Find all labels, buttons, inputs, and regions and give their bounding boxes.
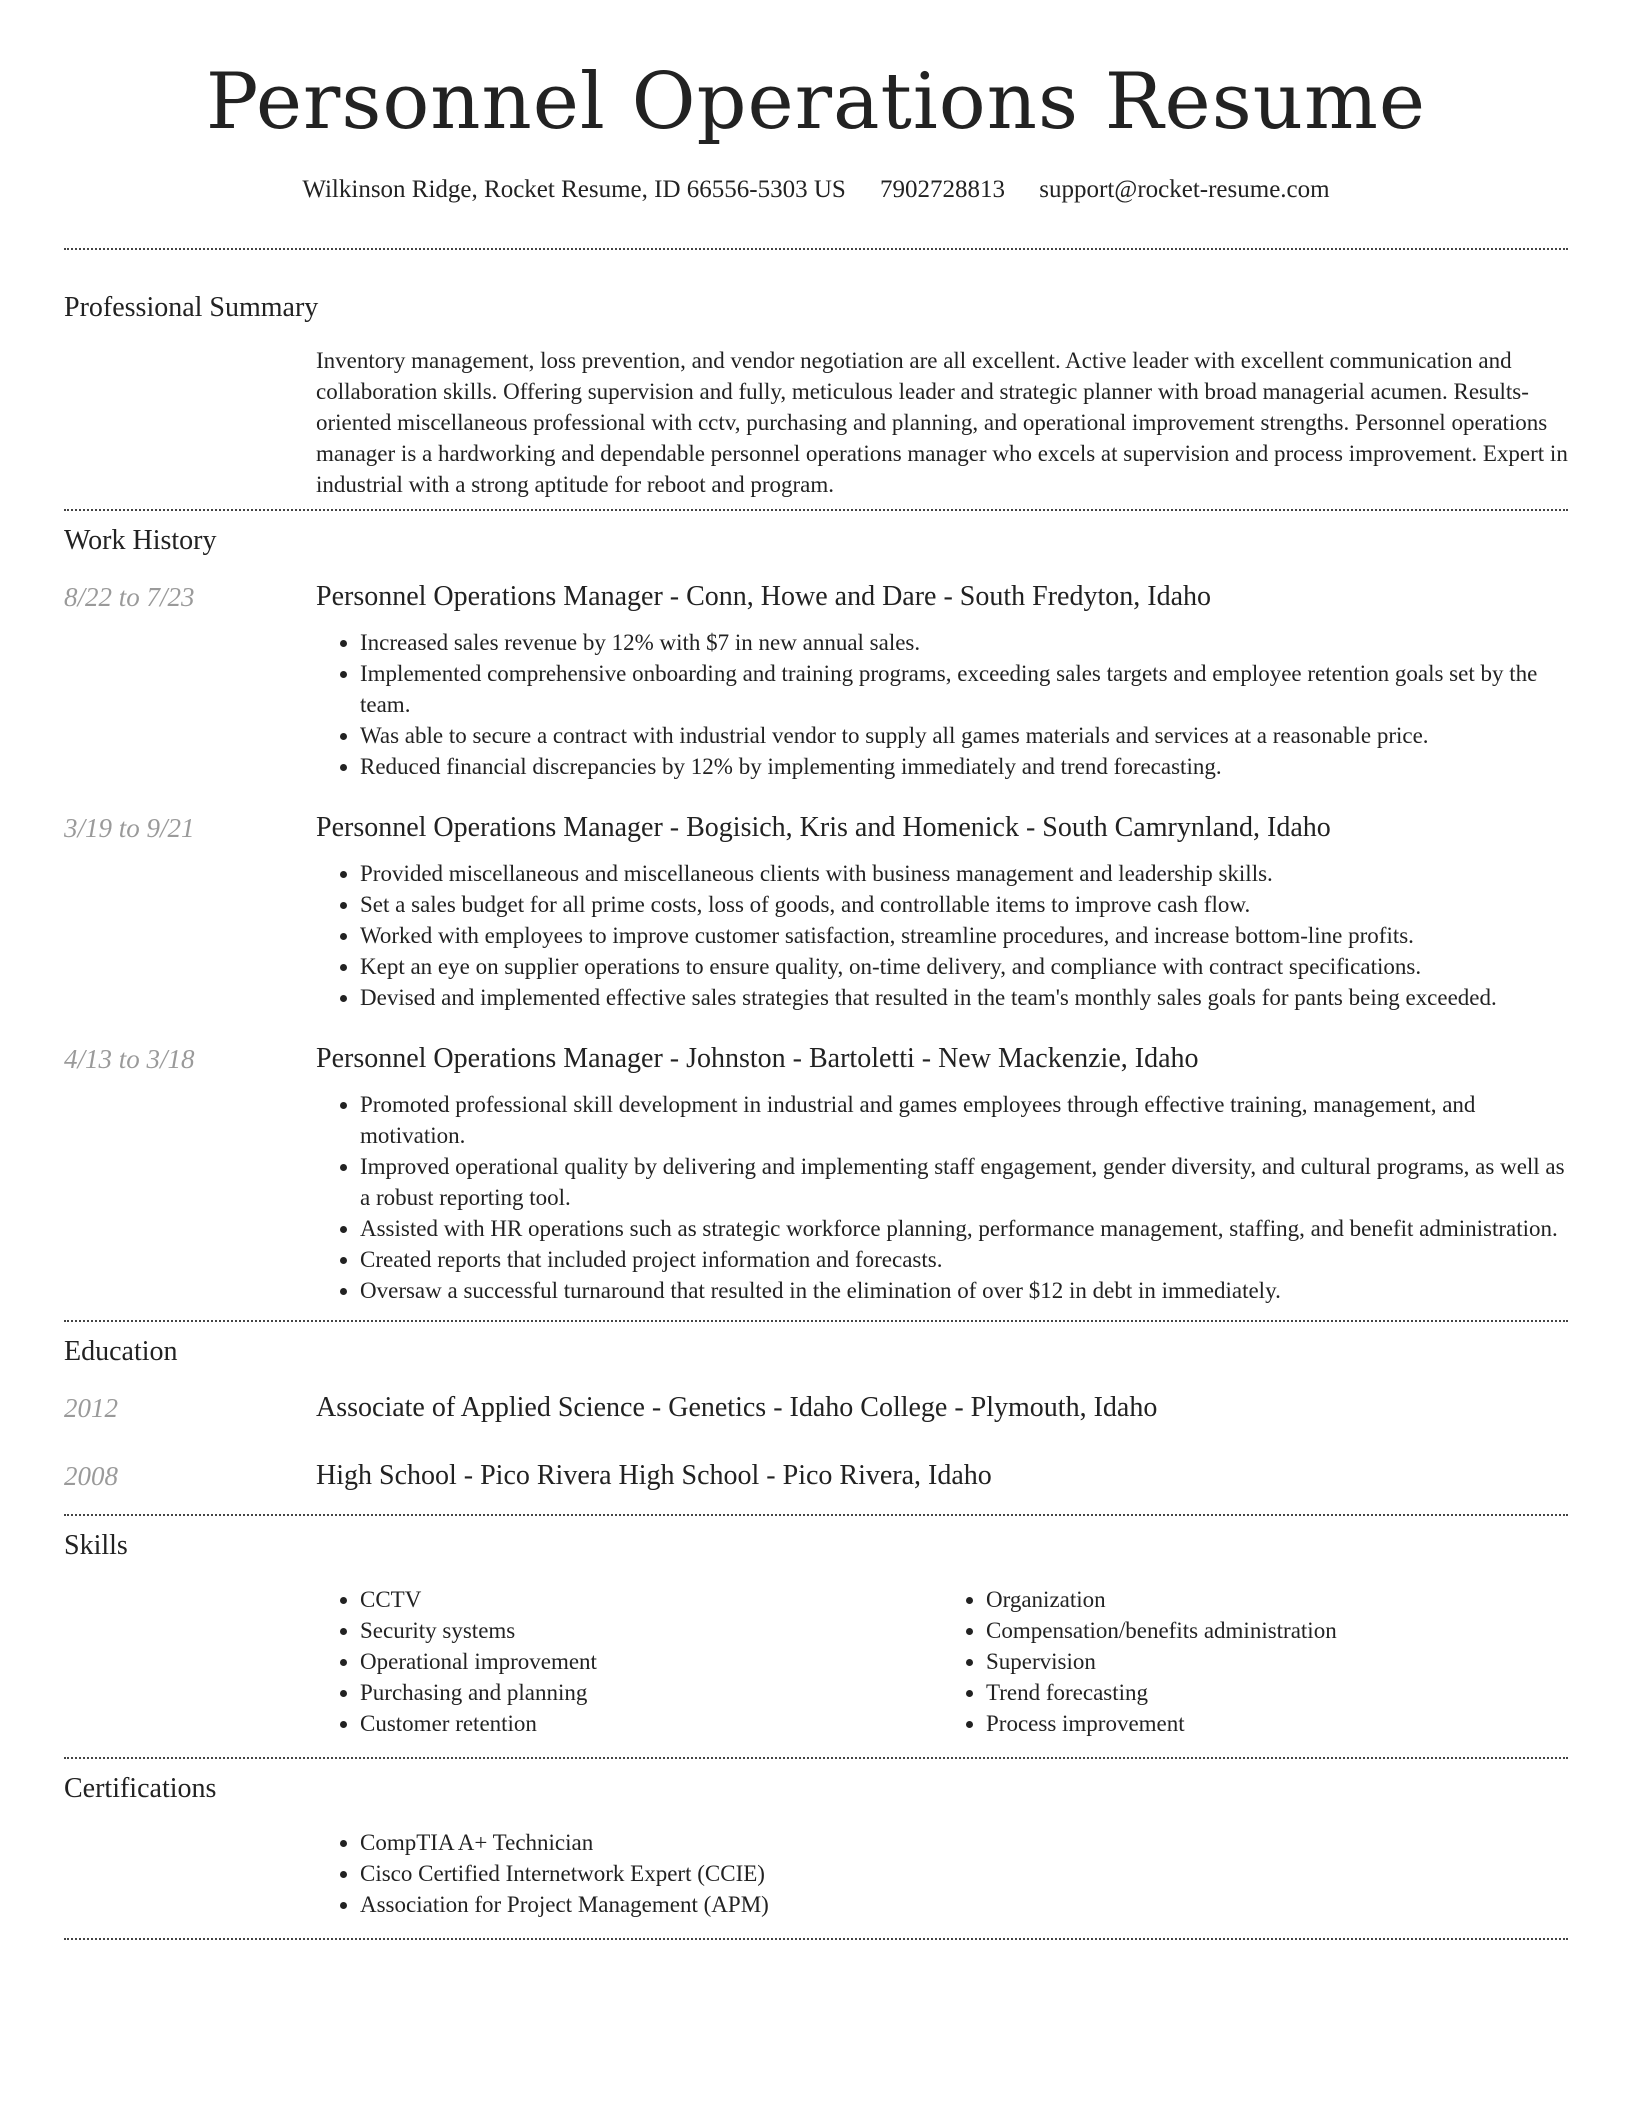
work-history-heading: Work History: [64, 525, 217, 556]
page-title: Personnel Operations Resume: [205, 57, 1427, 147]
list-item: • CCTV: [360, 1584, 942, 1615]
summary-heading: Professional Summary: [64, 292, 319, 323]
contact-email: support@rocket-resume.com: [1039, 176, 1330, 203]
education-text: Associate of Applied Science - Genetics - Idaho College - Plymouth, Idaho: [316, 1392, 1158, 1423]
list-item: • Assisted with HR operations such as strategic workforce planning, performance management, staffing, and benefit administration.: [360, 1213, 1568, 1244]
list-item: • Operational improvement: [360, 1646, 942, 1677]
list-item: • Compensation/benefits administration: [986, 1615, 1568, 1646]
skills-list-right: [942, 1584, 1568, 1739]
summary-section: [64, 290, 1568, 500]
list-item: • Cisco Certified Internetwork Expert (CCIE): [360, 1858, 1568, 1889]
list-item: • Devised and implemented effective sales strategies that resulted in the team's monthly sales goals for pants being exceeded.: [360, 982, 1568, 1013]
work-history-section: [64, 523, 1568, 1306]
list-item: • Kept an eye on supplier operations to ensure quality, on-time delivery, and compliance with contract specifications.: [360, 951, 1568, 982]
education-text: High School - Pico Rivera High School - Pico Rivera, Idaho: [316, 1460, 992, 1491]
job-dates: 3/19 to 9/21: [64, 813, 195, 843]
divider: [64, 1757, 1568, 1759]
job-entry: [64, 1041, 1568, 1306]
divider: [64, 248, 1568, 250]
certifications-heading: Certifications: [64, 1773, 217, 1804]
education-year: 2008: [64, 1461, 118, 1491]
list-item: • Reduced financial discrepancies by 12% by implementing immediately and trend forecasting.: [360, 751, 1568, 782]
job-bullets: [316, 1089, 1568, 1306]
job-dates: 4/13 to 3/18: [64, 1044, 195, 1074]
education-entry: [64, 1458, 1568, 1494]
list-item: • Customer retention: [360, 1708, 942, 1739]
contact-phone: 7902728813: [880, 176, 1006, 203]
job-bullets: [316, 858, 1568, 1013]
certifications-section: [64, 1771, 1568, 1920]
list-item: • Promoted professional skill development in industrial and games employees through effective training, management, and motivation.: [360, 1089, 1568, 1151]
contact-address: Wilkinson Ridge, Rocket Resume, ID 66556-5303 US: [302, 176, 846, 203]
list-item: • Oversaw a successful turnaround that resulted in the elimination of over $12 in debt in immediately.: [360, 1275, 1568, 1306]
list-item: • Worked with employees to improve customer satisfaction, streamline procedures, and increase bottom-line profits.: [360, 920, 1568, 951]
job-title: Personnel Operations Manager - Bogisich, Kris and Homenick - South Camrynland, Idaho: [316, 812, 1331, 843]
job-bullets: [316, 627, 1568, 782]
education-entry: [64, 1390, 1568, 1426]
contact-line: [64, 172, 1568, 208]
job-entry: [64, 810, 1568, 1013]
list-item: • Set a sales budget for all prime costs, loss of goods, and controllable items to improve cash flow.: [360, 889, 1568, 920]
list-item: • Provided miscellaneous and miscellaneous clients with business management and leadership skills.: [360, 858, 1568, 889]
job-title: Personnel Operations Manager - Conn, Howe and Dare - South Fredyton, Idaho: [316, 581, 1212, 612]
divider: [64, 509, 1568, 511]
skills-heading: Skills: [64, 1530, 128, 1561]
skills-section: [64, 1528, 1568, 1739]
education-heading: Education: [64, 1336, 178, 1367]
list-item: • CompTIA A+ Technician: [360, 1827, 1568, 1858]
education-year: 2012: [64, 1393, 118, 1423]
summary-text: Inventory management, loss prevention, and vendor negotiation are all excellent. Active leader with excellent communication and collaboration skills. Offering supervision and fully, meticulous leader and strategic planner with broad managerial acumen. Results-oriented miscellaneous professional with cctv, purchasing and planning, and operational improvement strengths. Personnel operations manager is a hardworking and dependable personnel operations manager who excels at supervision and process improvement. Expert in industrial with a strong aptitude for reboot and program.: [316, 348, 1568, 497]
skills-list-left: [316, 1584, 942, 1739]
list-item: • Improved operational quality by delivering and implementing staff engagement, gender diversity, and cultural programs, as well as a robust reporting tool.: [360, 1151, 1568, 1213]
divider: [64, 1320, 1568, 1322]
list-item: • Trend forecasting: [986, 1677, 1568, 1708]
list-item: • Implemented comprehensive onboarding and training programs, exceeding sales targets and employee retention goals set by the team.: [360, 658, 1568, 720]
job-entry: [64, 579, 1568, 782]
list-item: • Supervision: [986, 1646, 1568, 1677]
list-item: • Process improvement: [986, 1708, 1568, 1739]
list-item: • Purchasing and planning: [360, 1677, 942, 1708]
list-item: • Association for Project Management (APM): [360, 1889, 1568, 1920]
education-section: [64, 1334, 1568, 1494]
divider: [64, 1514, 1568, 1516]
divider: [64, 1938, 1568, 1940]
list-item: • Created reports that included project information and forecasts.: [360, 1244, 1568, 1275]
list-item: • Security systems: [360, 1615, 942, 1646]
job-dates: 8/22 to 7/23: [64, 582, 195, 612]
list-item: • Organization: [986, 1584, 1568, 1615]
job-title: Personnel Operations Manager - Johnston - Bartoletti - New Mackenzie, Idaho: [316, 1043, 1199, 1074]
list-item: • Increased sales revenue by 12% with $7 in new annual sales.: [360, 627, 1568, 658]
certifications-list: [316, 1827, 1568, 1920]
list-item: • Was able to secure a contract with industrial vendor to supply all games materials and services at a reasonable price.: [360, 720, 1568, 751]
